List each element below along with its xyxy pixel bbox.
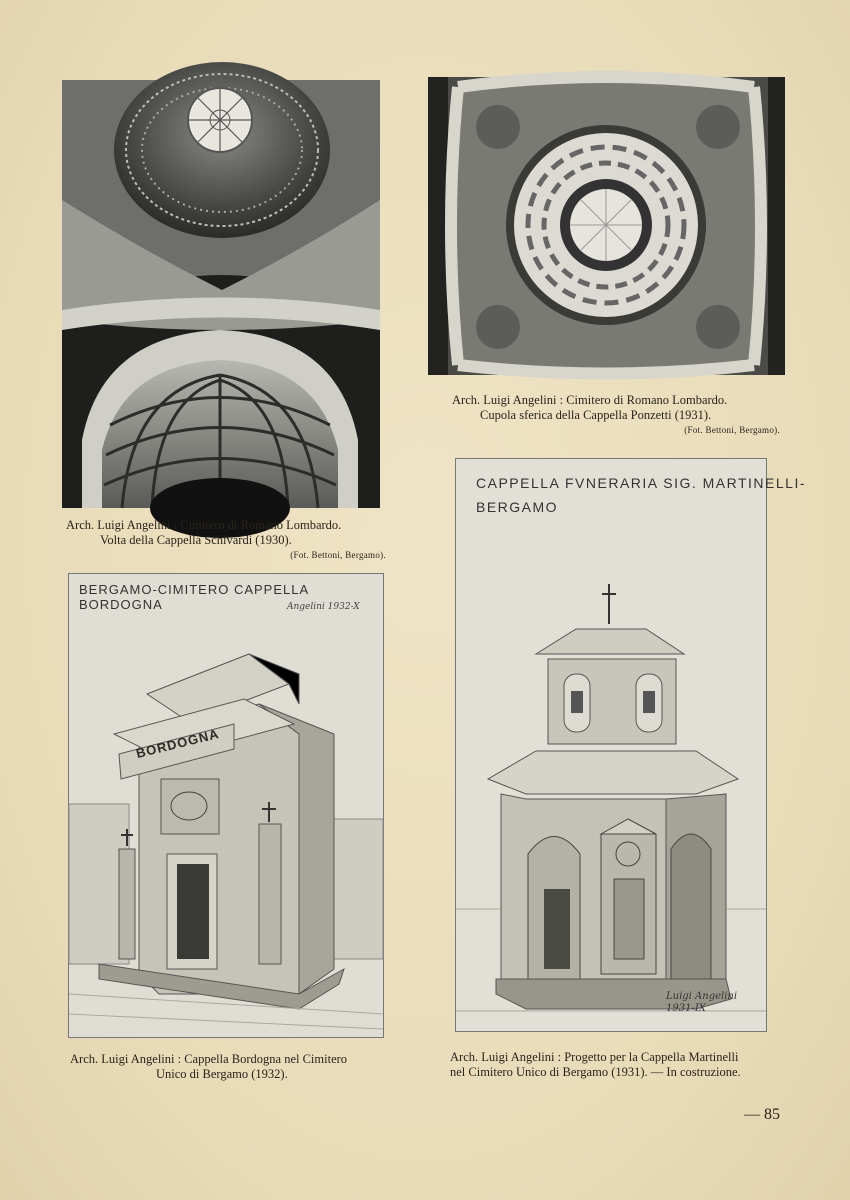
page-number: — 85 [744,1106,780,1123]
drawing-4-signature: Luigi Angelini 1931-IX [666,991,738,1014]
caption-figure-3 [70,1052,390,1082]
caption-figure-4 [450,1050,790,1080]
bordogna-inscription: BORDOGNA [134,725,221,762]
drawing-cappella-bordogna [68,573,384,1038]
caption-2-line-1: Arch. Luigi Angelini : Cimitero di Romano Lombardo. [452,393,728,407]
drawing-cappella-martinelli [455,458,806,1032]
caption-2-credit: (Fot. Bettoni, Bergamo). [684,425,780,435]
caption-4-line-1: Arch. Luigi Angelini : Progetto per la Cappella Martinelli [450,1050,739,1064]
caption-figure-1 [66,518,386,563]
caption-figure-2 [452,393,792,438]
caption-3-line-1: Arch. Luigi Angelini : Cappella Bordogna nel Cimitero [70,1052,348,1066]
drawing-3-signature: Angelini 1932-X [287,602,360,612]
caption-4-line-2: nel Cimitero Unico di Bergamo (1931). — In costruzione. [450,1065,741,1079]
caption-3-line-2: Unico di Bergamo (1932). [156,1067,288,1081]
drawing-3-title: BERGAMO-CIMITERO CAPPELLA BORDOGNA [79,582,309,612]
caption-2-line-2: Cupola sferica della Cappella Ponzetti (1931). [480,408,712,422]
drawing-4-title-line-2: BERGAMO [476,499,559,515]
martinelli-chapel-sketch [456,459,766,1031]
drawing-4-title-line-1: CAPPELLA FVNERARIA SIG. MARTINELLI- [476,475,806,491]
vault-photo-illustration [62,80,380,508]
caption-1-credit: (Fot. Bettoni, Bergamo). [290,550,386,560]
caption-1-line-2: Volta della Cappella Schivardi (1930). [100,533,292,547]
caption-1-line-1: Arch. Luigi Angelini : Cimitero di Romano Lombardo. [66,518,342,532]
dome-photo-illustration [428,77,785,375]
photo-schivardi-vault [62,80,380,508]
photo-ponzetti-dome [428,77,785,375]
bordogna-chapel-sketch [69,574,383,1037]
